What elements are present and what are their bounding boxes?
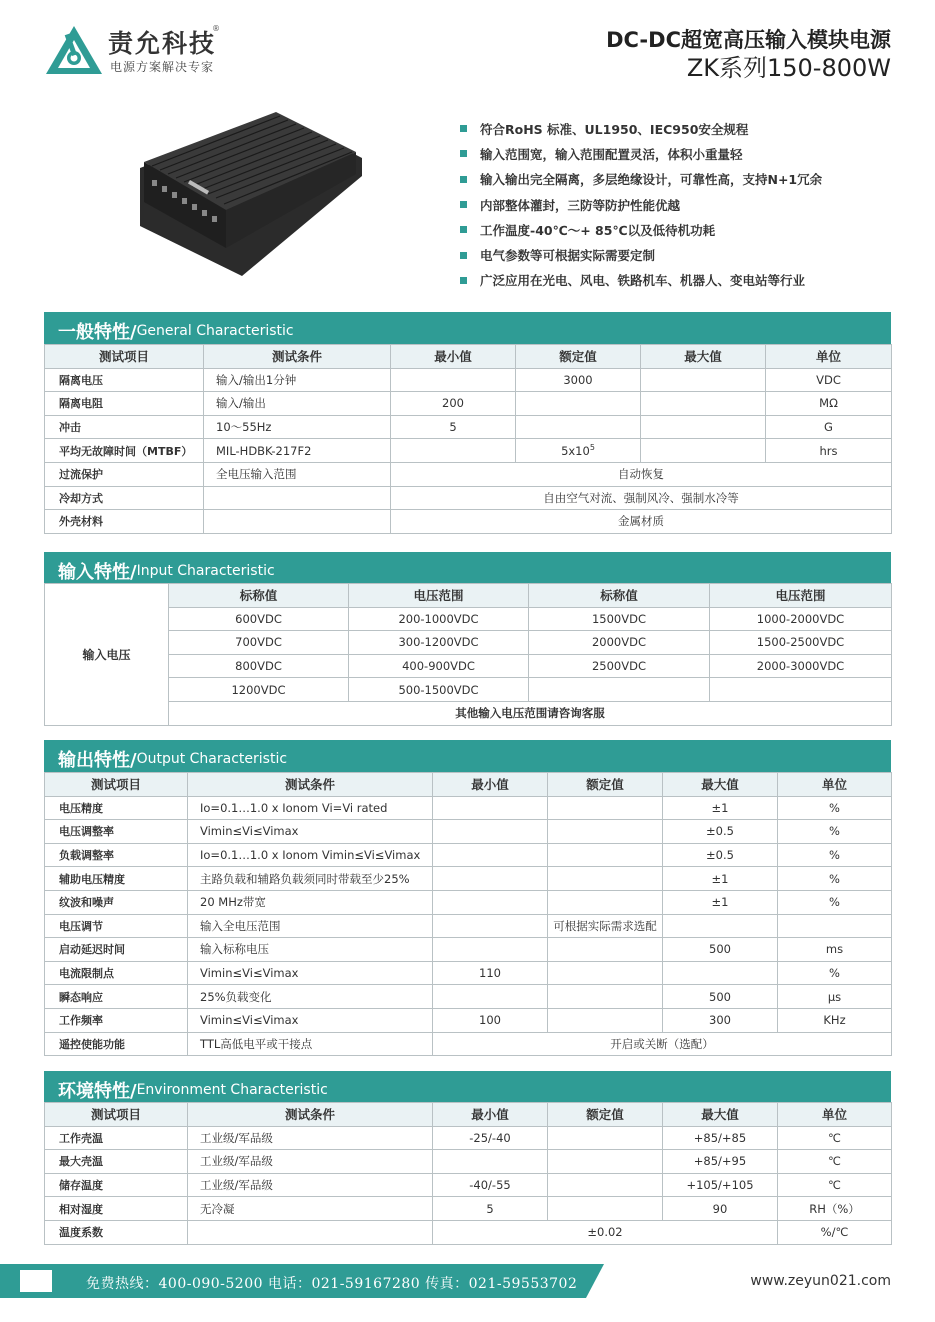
brand-logo — [44, 24, 104, 76]
feature-item: 内部整体灌封，三防等防护性能优越 — [460, 192, 822, 217]
registered-mark: ® — [212, 24, 220, 33]
product-series: ZK系列150-800W — [686, 54, 891, 82]
bullet-icon — [460, 226, 467, 233]
table-row: 最大壳温 工业级/军品级 +85/+95 ℃ — [45, 1150, 892, 1174]
feature-list — [460, 116, 822, 293]
table-row: 负载调整率 Io=0.1…1.0 x Ionom Vimin≤Vi≤Vimax ±0.5 % — [45, 843, 892, 867]
table-row: 其他输入电压范围请咨询客服 — [45, 701, 892, 725]
output-table — [44, 772, 892, 1056]
environment-table — [44, 1102, 892, 1245]
table-row: 冲击 10～55Hz 5 G — [45, 415, 892, 439]
feature-item: 广泛应用在光电、风电、铁路机车、机器人、变电站等行业 — [460, 268, 822, 293]
table-row: 相对湿度 无冷凝 5 90 RH（%） — [45, 1197, 892, 1221]
general-table — [44, 344, 892, 534]
footer-box — [20, 1270, 52, 1292]
table-row: 瞬态响应 25%负载变化 500 μs — [45, 985, 892, 1009]
table-row: 电压调整率 Vimin≤Vi≤Vimax ±0.5 % — [45, 820, 892, 844]
table-row: 电压精度 Io=0.1…1.0 x Ionom Vi=Vi rated ±1 % — [45, 796, 892, 820]
section-environment-title: 环境特性/ Environment Characteristic — [44, 1075, 891, 1105]
table-row: 700VDC 300-1200VDC 2000VDC 1500-2500VDC — [45, 631, 892, 655]
feature-item: 符合RoHS 标准、UL1950、IEC950安全规程 — [460, 116, 822, 141]
table-row: 纹波和噪声 20 MHz带宽 ±1 % — [45, 890, 892, 914]
table-row: 工作壳温 工业级/军品级 -25/-40 +85/+85 ℃ — [45, 1126, 892, 1150]
table-row: 800VDC 400-900VDC 2500VDC 2000-3000VDC — [45, 654, 892, 678]
section-general-title: 一般特性/ General Characteristic — [44, 316, 891, 346]
table-row: 储存温度 工业级/军品级 -40/-55 +105/+105 ℃ — [45, 1173, 892, 1197]
feature-item: 输入输出完全隔离，多层绝缘设计，可靠性高，支持N+1冗余 — [460, 167, 822, 192]
table-row: 隔离电阻 输入/输出 200 MΩ — [45, 392, 892, 416]
table-row: 外壳材料 金属材质 — [45, 510, 892, 534]
table-row: 过流保护 全电压输入范围 自动恢复 — [45, 462, 892, 486]
input-table — [44, 583, 892, 726]
bullet-icon — [460, 176, 467, 183]
bullet-icon — [460, 252, 467, 259]
table-row: 温度系数 ±0.02 %/℃ — [45, 1220, 892, 1244]
table-header-row: 输入电压 标称值 电压范围 标称值 电压范围 — [45, 584, 892, 608]
table-row: 启动延迟时间 输入标称电压 500 ms — [45, 938, 892, 962]
footer-contact: 免费热线：400-090-5200 电话：021-59167280 传真：021-59553702 — [86, 1276, 578, 1292]
table-row: 电流限制点 Vimin≤Vi≤Vimax 110 % — [45, 961, 892, 985]
feature-item: 输入范围宽，输入范围配置灵活，体积小重量轻 — [460, 141, 822, 166]
table-row: 冷却方式 自由空气对流、强制风冷、强制水冷等 — [45, 486, 892, 510]
table-row: 平均无故障时间（MTBF） MIL-HDBK-217F2 $5x10^5$ hrs — [45, 439, 892, 463]
brand-name: 责允科技 — [108, 29, 217, 58]
table-row: 隔离电压 输入/输出1分钟 3000 VDC — [45, 368, 892, 392]
table-row: 电压调节 输入全电压范围 可根据实际需求选配 — [45, 914, 892, 938]
bullet-icon — [460, 277, 467, 284]
table-row: 600VDC 200-1000VDC 1500VDC 1000-2000VDC — [45, 607, 892, 631]
table-header-row: 测试项目 测试条件 最小值 额定值 最大值 单位 — [45, 773, 892, 797]
feature-item: 电气参数等可根据实际需要定制 — [460, 242, 822, 267]
table-row: 工作频率 Vimin≤Vi≤Vimax 100 300 KHz — [45, 1008, 892, 1032]
feature-item: 工作温度-40℃～+ 85℃以及低待机功耗 — [460, 217, 822, 242]
table-row: 1200VDC 500-1500VDC — [45, 678, 892, 702]
bullet-icon — [460, 125, 467, 132]
table-row: 遥控使能功能 TTL高低电平或干接点 开启或关断（选配） — [45, 1032, 892, 1056]
section-input-title: 输入特性/ Input Characteristic — [44, 556, 891, 586]
table-header-row: 测试项目 测试条件 最小值 额定值 最大值 单位 — [45, 1103, 892, 1127]
bullet-icon — [460, 201, 467, 208]
brand-slogan: 电源方案解决专家 — [110, 60, 215, 74]
footer-url[interactable]: www.zeyun021.com — [750, 1273, 891, 1289]
bullet-icon — [460, 150, 467, 157]
table-row: 辅助电压精度 主路负载和辅路负载须同时带载至少25% ±1 % — [45, 867, 892, 891]
table-header-row: 测试项目 测试条件 最小值 额定值 最大值 单位 — [45, 345, 892, 369]
product-image — [130, 108, 370, 278]
section-output-title: 输出特性/ Output Characteristic — [44, 744, 891, 774]
product-title: DC-DC超宽高压输入模块电源 — [606, 28, 891, 52]
